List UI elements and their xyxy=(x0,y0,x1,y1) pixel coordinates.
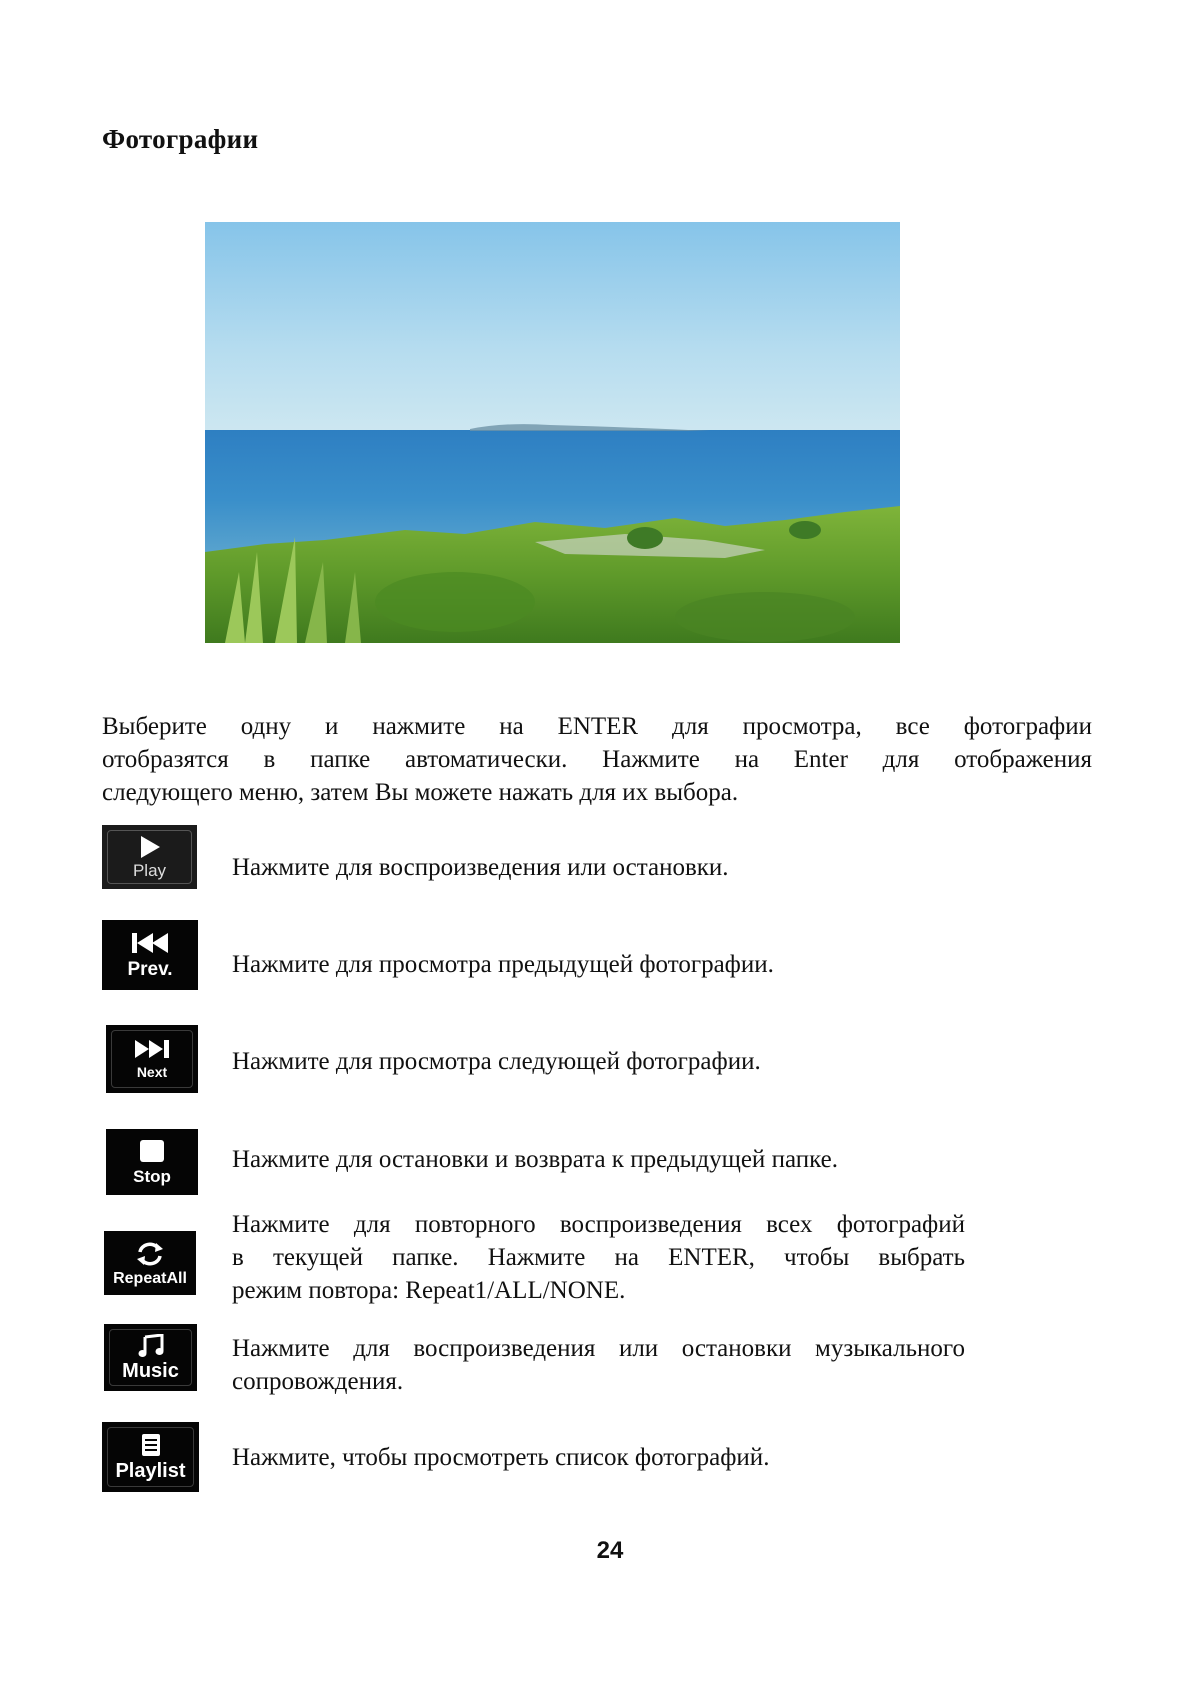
playlist-button-label: Playlist xyxy=(115,1460,186,1482)
play-button-label: Play xyxy=(132,861,167,880)
desc-line: Нажмите, чтобы просмотреть список фотографий. xyxy=(232,1444,770,1471)
intro-line: отобразятся в папке автоматически. Нажмите на Enter для отображения xyxy=(102,746,1092,773)
intro-line: Выберите одну и нажмите на ENTER для просмотра, все фотографии xyxy=(102,713,1092,740)
desc-line: Нажмите для просмотра предыдущей фотографии. xyxy=(232,951,774,978)
repeat-all-button xyxy=(104,1231,196,1295)
music-button xyxy=(104,1324,197,1391)
playlist-description xyxy=(232,1441,769,1474)
playlist-button xyxy=(102,1422,199,1492)
desc-line: Нажмите для воспроизведения или остановки. xyxy=(232,854,729,881)
repeat-icon xyxy=(134,1240,166,1268)
desc-line: Нажмите для повторного воспроизведения всех фотографий xyxy=(232,1211,965,1238)
prev-description xyxy=(232,948,774,981)
stop-icon xyxy=(139,1139,165,1163)
desc-line: Нажмите для просмотра следующей фотографии. xyxy=(232,1048,761,1075)
prev-icon xyxy=(131,932,169,954)
seascape-photo xyxy=(205,222,900,643)
prev-button xyxy=(102,920,198,990)
intro-line: следующего меню, затем Вы можете нажать для их выбора. xyxy=(102,779,739,806)
next-button-label: Next xyxy=(136,1064,168,1080)
play-button xyxy=(102,825,197,889)
stop-button-label: Stop xyxy=(133,1167,171,1186)
repeat-description xyxy=(232,1208,965,1307)
play-description xyxy=(232,851,729,884)
desc-line: Нажмите для остановки и возврата к предыдущей папке. xyxy=(232,1146,838,1173)
next-description xyxy=(232,1045,761,1078)
intro-paragraph xyxy=(102,710,1092,809)
prev-button-label: Prev. xyxy=(127,958,173,980)
music-button-label: Music xyxy=(122,1360,179,1382)
desc-line: Нажмите для воспроизведения или остановки музыкального xyxy=(232,1335,965,1362)
desc-line: в текущей папке. Нажмите на ENTER, чтобы выбрать xyxy=(232,1244,965,1271)
page-title: Фотографии xyxy=(102,124,259,154)
stop-button xyxy=(106,1129,198,1195)
desc-line: режим повтора: Repeat1/ALL/NONE. xyxy=(232,1277,626,1304)
desc-line: сопровождения. xyxy=(232,1368,404,1395)
stop-description xyxy=(232,1143,838,1176)
next-button xyxy=(106,1025,198,1093)
page-number: 24 xyxy=(596,1537,624,1564)
repeat-all-button-label: RepeatAll xyxy=(113,1269,187,1287)
music-description xyxy=(232,1332,965,1398)
